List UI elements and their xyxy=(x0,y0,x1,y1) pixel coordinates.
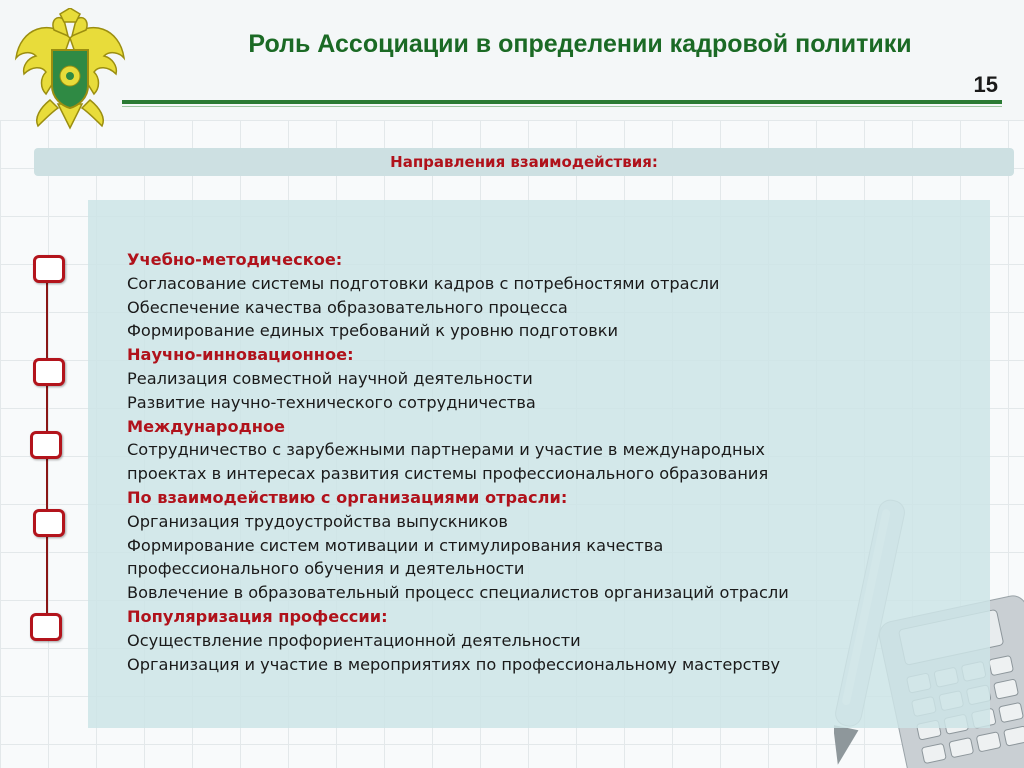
category-heading: Популяризация профессии: xyxy=(127,606,388,626)
list-item: Сотрудничество с зарубежными партнерами и участие в международных xyxy=(127,440,765,460)
title-divider xyxy=(122,100,1002,104)
timeline-marker-icon xyxy=(30,431,62,459)
list-item: проектах в интересах развития системы профессионального образования xyxy=(127,464,769,484)
timeline-marker-icon xyxy=(33,509,65,537)
page-title: Роль Ассоциации в определении кадровой политики xyxy=(248,30,912,58)
list-item: Обеспечение качества образовательного процесса xyxy=(127,297,568,317)
directions-list xyxy=(127,248,987,676)
list-item: Формирование систем мотивации и стимулирования качества xyxy=(127,535,664,555)
section-heading: Направления взаимодействия: xyxy=(34,148,1014,176)
title-divider-thin xyxy=(122,106,1002,107)
category-heading: Учебно-методическое: xyxy=(127,250,343,269)
list-item: Организация и участие в мероприятиях по профессиональному мастерству xyxy=(127,654,781,674)
timeline-marker-icon xyxy=(33,255,65,283)
emblem-icon xyxy=(10,8,130,132)
list-item: Развитие научно-технического сотрудничества xyxy=(127,392,536,412)
list-item: Согласование системы подготовки кадров с потребностями отрасли xyxy=(127,273,720,293)
list-item: Вовлечение в образовательный процесс специалистов организаций отрасли xyxy=(127,583,789,603)
timeline-marker-icon xyxy=(30,613,62,641)
list-item: Реализация совместной научной деятельности xyxy=(127,368,533,388)
category-heading: Международное xyxy=(127,416,285,436)
list-item: Организация трудоустройства выпускников xyxy=(127,511,508,531)
list-item: профессионального обучения и деятельности xyxy=(127,559,525,579)
list-item: Формирование единых требований к уровню подготовки xyxy=(127,321,619,341)
timeline-marker-icon xyxy=(33,358,65,386)
category-heading: Научно-инновационное: xyxy=(127,345,354,365)
category-heading: По взаимодействию с организациями отрасли: xyxy=(127,487,568,507)
page-number: 15 xyxy=(973,72,998,97)
list-item: Осуществление профориентационной деятельности xyxy=(127,630,581,650)
